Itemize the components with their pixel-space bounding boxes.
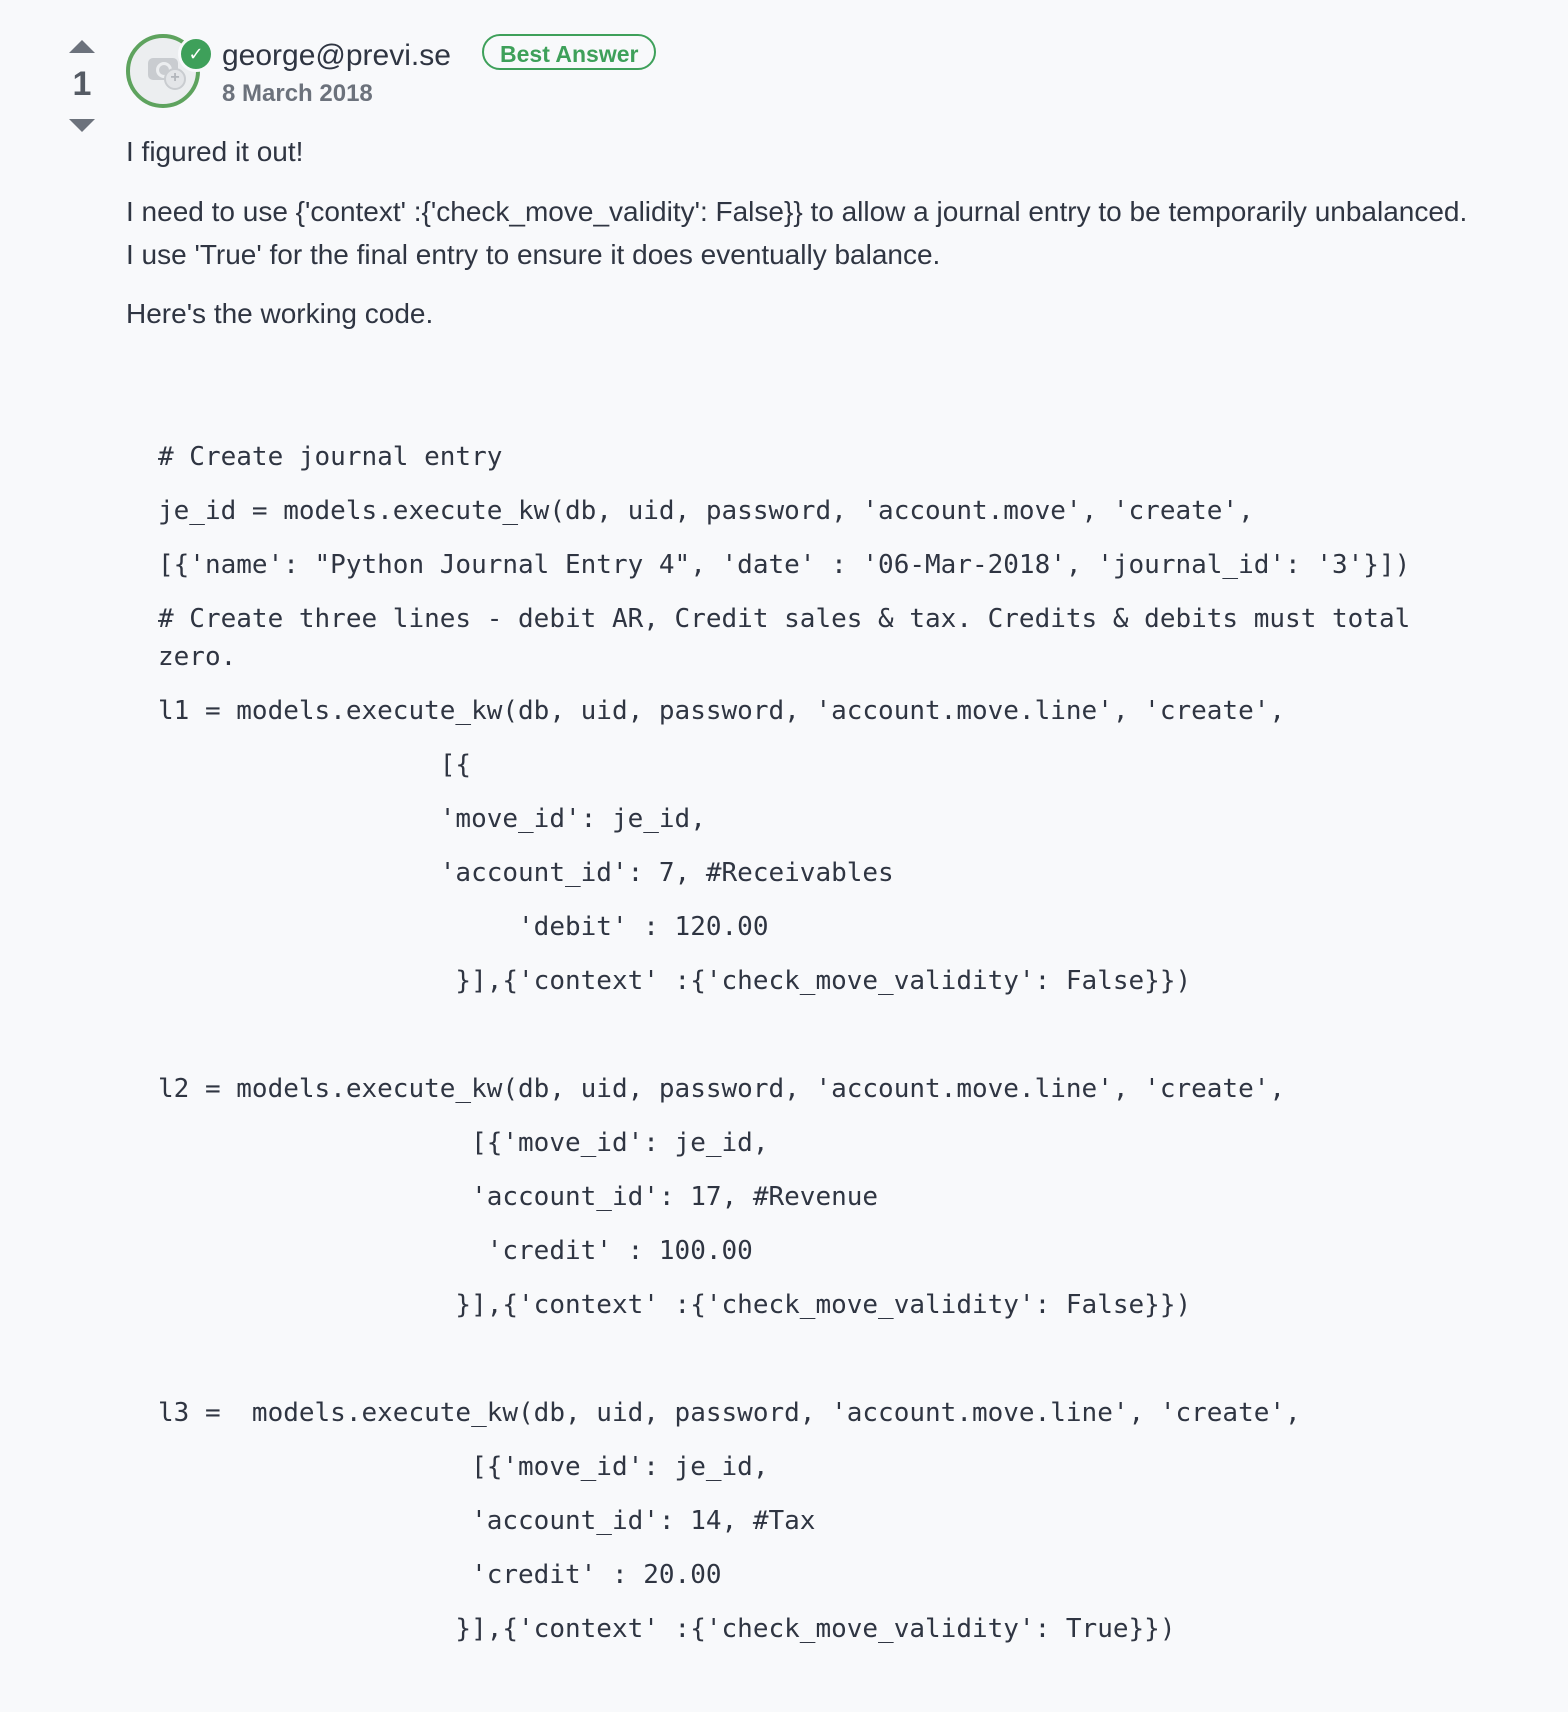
answer-paragraph: Here's the working code.	[126, 298, 434, 329]
code-line: 'account_id': 7, #Receivables	[158, 858, 894, 888]
code-line: 'credit' : 100.00	[158, 1236, 753, 1266]
code-line: 'move_id': je_id,	[158, 804, 706, 834]
code-block	[158, 438, 1478, 1664]
code-line: je_id = models.execute_kw(db, uid, password, 'account.move', 'create',	[158, 496, 1254, 526]
code-line: 'account_id': 17, #Revenue	[158, 1182, 879, 1212]
code-line: }],{'context' :{'check_move_validity': False}})	[158, 1290, 1192, 1320]
code-line-blank	[158, 1340, 1478, 1378]
downvote-icon[interactable]	[69, 119, 95, 132]
code-line: }],{'context' :{'check_move_validity': False}})	[158, 966, 1192, 996]
code-line: [{'move_id': je_id,	[158, 1452, 769, 1482]
answer-paragraph: I need to use {'context' :{'check_move_validity': False}} to allow a journal entry to be temporarily unbalanced. I use 'True' for the final entry to ensure it does eventually balance.	[126, 196, 1468, 270]
code-line: l2 = models.execute_kw(db, uid, password, 'account.move.line', 'create',	[158, 1074, 1286, 1104]
code-line: # Create journal entry	[158, 442, 503, 472]
best-answer-badge: Best Answer	[482, 34, 656, 70]
code-line: l3 = models.execute_kw(db, uid, password, 'account.move.line', 'create',	[158, 1398, 1301, 1428]
plus-icon: +	[164, 68, 186, 90]
code-line: 'credit' : 20.00	[158, 1560, 722, 1590]
vote-widget	[62, 40, 102, 132]
vote-count: 1	[72, 65, 92, 103]
code-line: [{'move_id': je_id,	[158, 1128, 769, 1158]
code-line: }],{'context' :{'check_move_validity': True}})	[158, 1614, 1176, 1644]
code-line: [{'name': "Python Journal Entry 4", 'date' : '06-Mar-2018', 'journal_id': '3'}])	[158, 550, 1411, 580]
code-line: l1 = models.execute_kw(db, uid, password, 'account.move.line', 'create',	[158, 696, 1286, 726]
code-line: [{	[158, 750, 472, 780]
code-line: 'debit' : 120.00	[158, 912, 769, 942]
code-line-blank	[158, 1016, 1478, 1054]
code-line: # Create three lines - debit AR, Credit sales & tax. Credits & debits must total zero.	[158, 604, 1426, 672]
code-line: 'account_id': 14, #Tax	[158, 1506, 816, 1536]
upvote-icon[interactable]	[69, 40, 95, 53]
post-date: 8 March 2018	[222, 80, 373, 107]
check-icon: ✓	[178, 36, 214, 72]
author-name[interactable]: george@previ.se	[222, 39, 451, 72]
answer-paragraph: I figured it out!	[126, 136, 304, 167]
